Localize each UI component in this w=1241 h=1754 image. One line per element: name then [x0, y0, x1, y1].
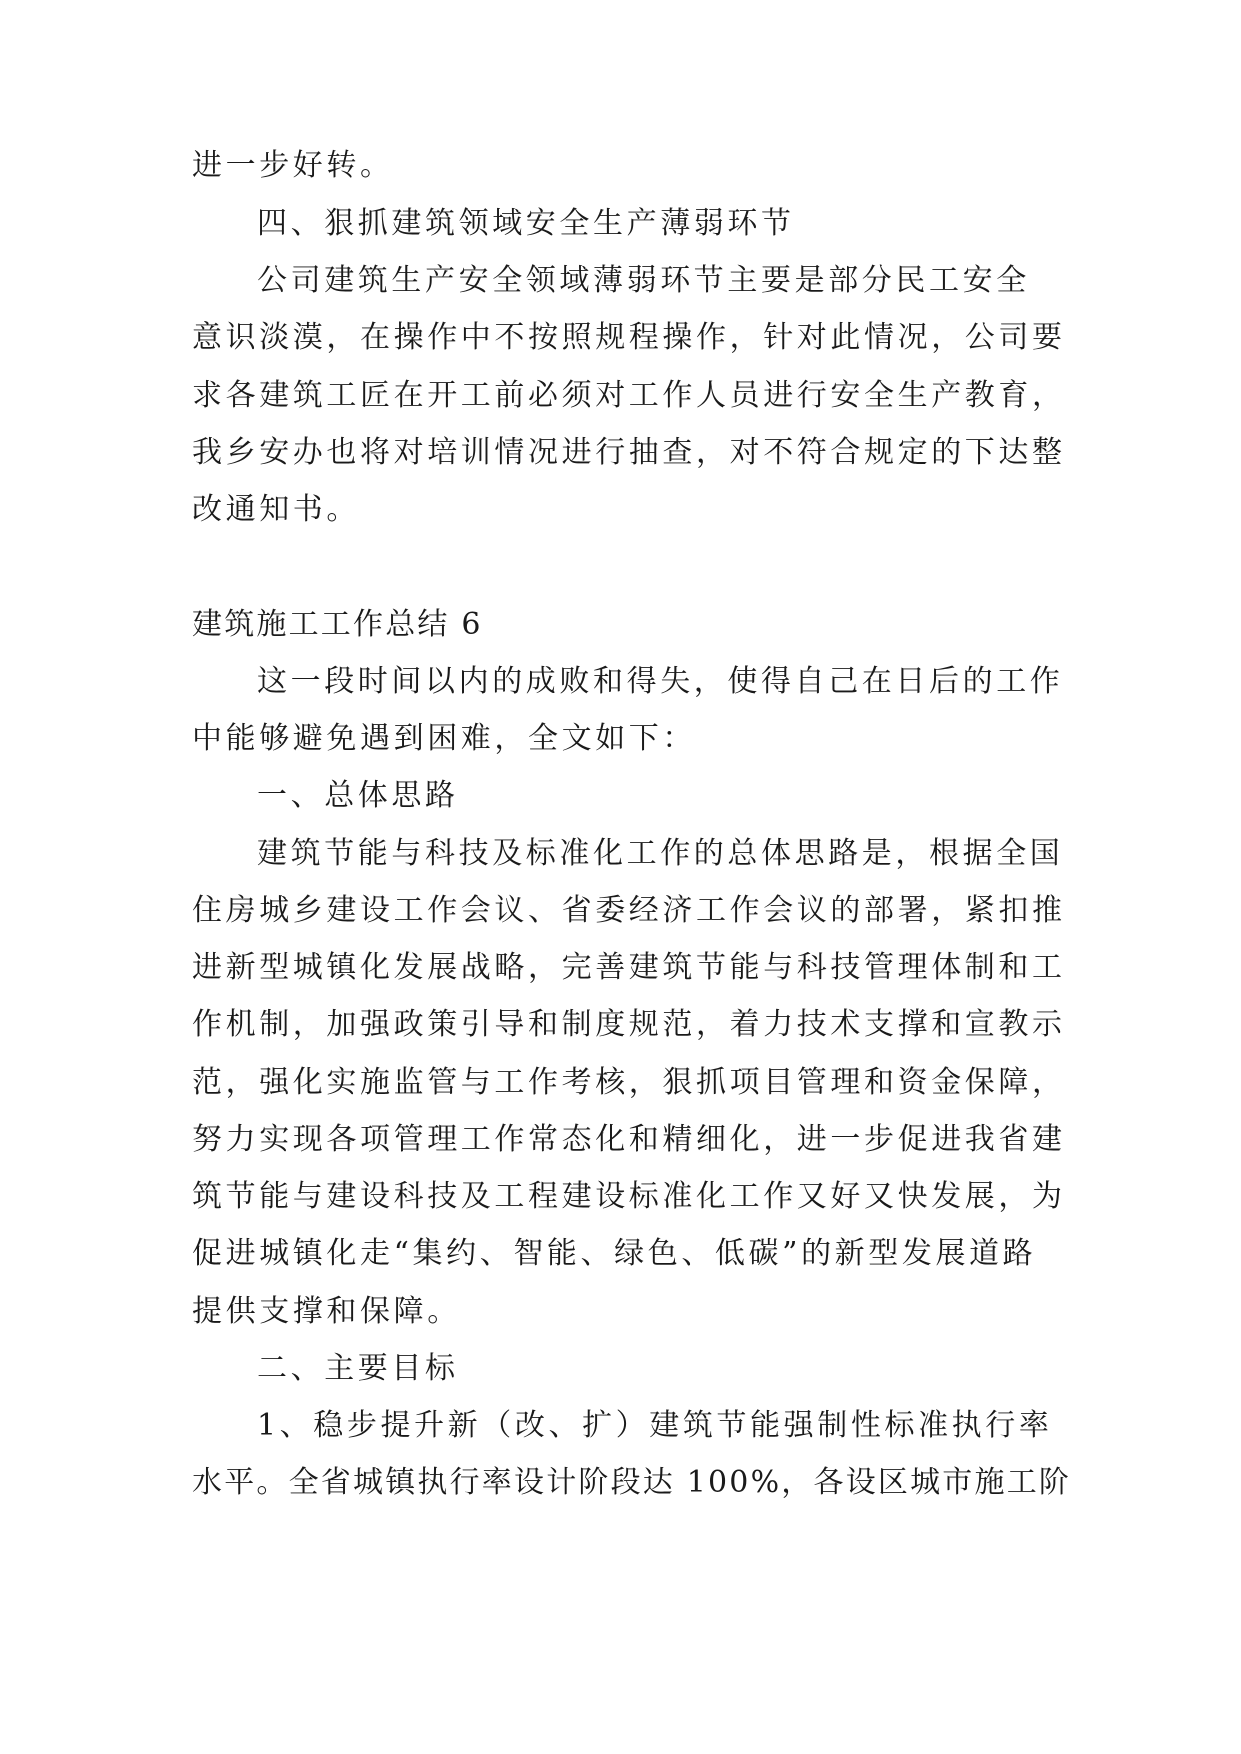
paragraph-line: 意识淡漠，在操作中不按照规程操作，针对此情况，公司要 [192, 320, 1066, 355]
continuation-line: 进一步好转。 [192, 148, 394, 183]
paragraph-line: 水平。全省城镇执行率设计阶段达 100%，各设区城市施工阶 [192, 1465, 1072, 1500]
paragraph-line: 筑节能与建设科技及工程建设标准化工作又好又快发展，为 [192, 1179, 1066, 1214]
article-title: 建筑施工工作总结 6 [192, 607, 483, 642]
paragraph-line: 公司建筑生产安全领域薄弱环节主要是部分民工安全 [257, 263, 1030, 298]
paragraph-line: 改通知书。 [192, 492, 360, 527]
paragraph-line: 1、稳步提升新（改、扩）建筑节能强制性标准执行率 [257, 1408, 1053, 1443]
paragraph-line: 中能够避免遇到困难，全文如下： [192, 721, 696, 756]
paragraph-line: 进新型城镇化发展战略，完善建筑节能与科技管理体制和工 [192, 950, 1066, 985]
paragraph-line: 提供支撑和保障。 [192, 1294, 461, 1329]
paragraph-line: 努力实现各项管理工作常态化和精细化，进一步促进我省建 [192, 1122, 1066, 1157]
section-heading-goals: 二、主要目标 [257, 1351, 459, 1386]
paragraph-line: 住房城乡建设工作会议、省委经济工作会议的部署，紧扣推 [192, 893, 1066, 928]
paragraph-line: 作机制，加强政策引导和制度规范，着力技术支撑和宣教示 [192, 1007, 1066, 1042]
paragraph-line: 我乡安办也将对培训情况进行抽查，对不符合规定的下达整 [192, 435, 1066, 470]
section-heading-overall: 一、总体思路 [257, 778, 459, 813]
paragraph-line: 这一段时间以内的成败和得失，使得自己在日后的工作 [257, 664, 1064, 699]
paragraph-line: 促进城镇化走“集约、智能、绿色、低碳”的新型发展道路 [192, 1236, 1037, 1271]
paragraph-line: 求各建筑工匠在开工前必须对工作人员进行安全生产教育， [192, 378, 1066, 413]
section-heading-safety: 四、狠抓建筑领域安全生产薄弱环节 [257, 206, 795, 241]
paragraph-line: 建筑节能与科技及标准化工作的总体思路是，根据全国 [257, 836, 1064, 871]
paragraph-line: 范，强化实施监管与工作考核，狠抓项目管理和资金保障， [192, 1065, 1066, 1100]
